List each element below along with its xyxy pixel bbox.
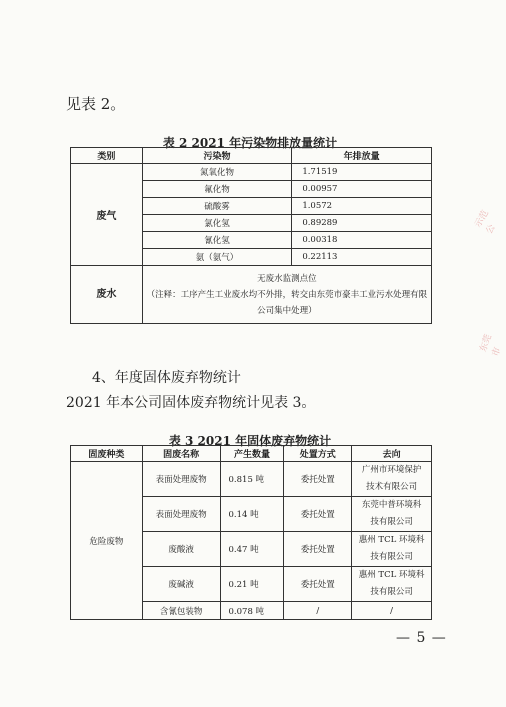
header-waste-name: 固废名称: [142, 446, 220, 462]
header-category: 类别: [71, 148, 143, 164]
table-row: [71, 164, 432, 181]
quantity-cell: 0.14 吨: [220, 497, 284, 532]
hazardous-waste-category: 危险废物: [71, 462, 143, 620]
method-cell: 委托处置: [284, 532, 352, 567]
table-header-row: [71, 446, 432, 462]
header-disposal-method: 处置方式: [284, 446, 352, 462]
amount-cell: 0.00318: [292, 232, 432, 249]
water-note-line: 公司集中处理）: [257, 305, 317, 316]
destination-line: 广州市环境保护: [361, 465, 422, 475]
seal-stamp: 示范公: [473, 208, 498, 236]
page-number: — 5 —: [396, 630, 447, 646]
pollutant-emission-table: [70, 147, 432, 324]
waste-name-cell: 含氰包装物: [142, 602, 220, 620]
header-quantity: 产生数量: [220, 446, 284, 462]
pollutant-cell: 氮氧化物: [142, 164, 292, 181]
pollutant-cell: 氟化物: [142, 181, 292, 198]
method-cell: 委托处置: [284, 462, 352, 497]
waste-name-cell: 废碱液: [142, 567, 220, 602]
method-cell: 委托处置: [284, 567, 352, 602]
amount-cell: 0.22113: [292, 249, 432, 266]
quantity-cell: 0.21 吨: [220, 567, 284, 602]
header-pollutant: 污染物: [142, 148, 292, 164]
destination-line: 东莞中普环境科: [361, 500, 422, 510]
table2-caption: 表 2 2021 年污染物排放量统计: [162, 136, 338, 150]
table-row: [71, 462, 432, 497]
waste-water-category: 废水: [71, 266, 143, 324]
section-heading: 4、年度固体废弃物统计: [92, 370, 241, 386]
waste-gas-category: 废气: [71, 164, 143, 266]
amount-cell: 0.89289: [292, 215, 432, 232]
destination-line: 惠州 TCL 环境科: [358, 535, 425, 545]
amount-cell: 0.00957: [292, 181, 432, 198]
header-waste-type: 固废种类: [71, 446, 143, 462]
destination-line: 技有限公司: [370, 587, 413, 597]
destination-cell: [352, 567, 432, 602]
pollutant-cell: 氰化氢: [142, 232, 292, 249]
quantity-cell: 0.815 吨: [220, 462, 284, 497]
method-cell: 委托处置: [284, 497, 352, 532]
waste-name-cell: 废酸液: [142, 532, 220, 567]
pollutant-cell: 硫酸雾: [142, 198, 292, 215]
amount-cell: 1.0572: [292, 198, 432, 215]
water-note-line: （注释：工序产生工业废水均不外排，转交由东莞市豪丰工业污水处理有限: [146, 289, 428, 300]
destination-line: 技术有限公司: [366, 482, 418, 492]
method-cell: /: [284, 602, 352, 620]
waste-water-note: [142, 266, 431, 324]
pollutant-cell: 氨（氨气）: [142, 249, 292, 266]
destination-line: 惠州 TCL 环境科: [358, 570, 425, 580]
waste-name-cell: 表面处理废物: [142, 497, 220, 532]
solid-waste-table: [70, 445, 432, 620]
quantity-cell: 0.47 吨: [220, 532, 284, 567]
destination-line: 技有限公司: [370, 552, 413, 562]
table-header-row: [71, 148, 432, 164]
destination-cell: [352, 532, 432, 567]
quantity-cell: 0.078 吨: [220, 602, 284, 620]
amount-cell: 1.71519: [292, 164, 432, 181]
seal-stamp: 东莞市: [478, 333, 504, 358]
water-note-line: 无废水监测点位: [257, 273, 317, 284]
waste-water-row: [71, 266, 432, 324]
destination-cell: [352, 462, 432, 497]
section-paragraph: 2021 年本公司固体废弃物统计见表 3。: [66, 395, 316, 411]
waste-name-cell: 表面处理废物: [142, 462, 220, 497]
intro-text: 见表 2。: [66, 95, 126, 113]
destination-cell: /: [352, 602, 432, 620]
destination-cell: [352, 497, 432, 532]
table3-caption: 表 3 2021 年固体废弃物统计: [168, 434, 332, 448]
header-annual-emission: 年排放量: [292, 148, 432, 164]
destination-line: 技有限公司: [370, 517, 413, 527]
header-destination: 去向: [352, 446, 432, 462]
pollutant-cell: 氯化氢: [142, 215, 292, 232]
